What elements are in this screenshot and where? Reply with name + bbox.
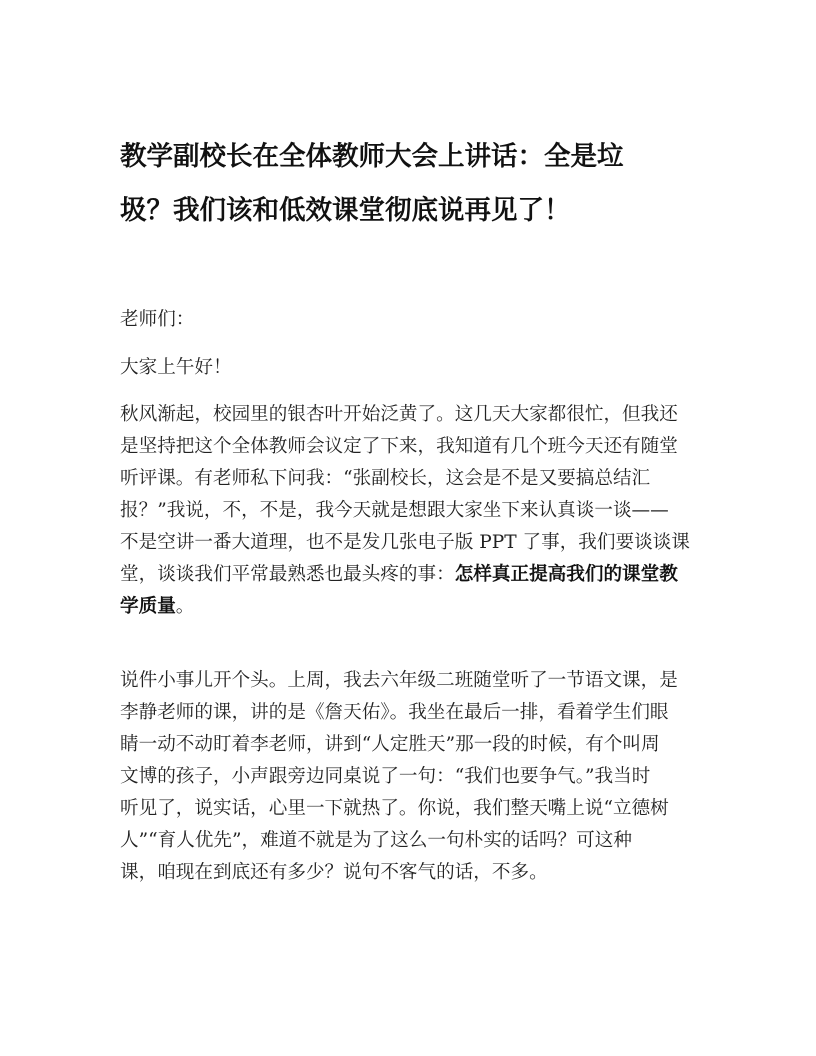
paragraph-line: 听评课。有老师私下问我：“张副校长，这会是不是又要搞总结汇 — [120, 468, 651, 489]
document-title-line-2: 圾？我们该和低效课堂彻底说再见了！ — [120, 195, 571, 226]
salutation: 老师们： — [120, 309, 195, 330]
paragraph-line: 睛一动不动盯着李老师，讲到“人定胜天”那一段的时候，有个叫周 — [120, 734, 660, 755]
paragraph-text: 。 — [175, 596, 195, 617]
paragraph-line: 说件小事儿开个头。上周，我去六年级二班随堂听了一节语文课，是 — [120, 670, 678, 691]
paragraph-line — [120, 560, 678, 586]
emphasis-text: 学质量 — [120, 596, 176, 617]
paragraph-line — [120, 592, 194, 618]
document-title-line-1: 教学副校长在全体教师大会上讲话：全是垃 — [120, 141, 624, 172]
paragraph-text: 堂，谈谈我们平常最熟悉也最头疼的事： — [120, 564, 455, 585]
paragraph-line: 报？”我说，不，不是，我今天就是想跟大家坐下来认真谈一谈—— — [120, 500, 669, 521]
paragraph-line: 秋风渐起，校园里的银杏叶开始泛黄了。这几天大家都很忙，但我还 — [120, 404, 678, 425]
paragraph-line: 课，咱现在到底还有多少？说句不客气的话，不多。 — [120, 862, 548, 883]
paragraph-line: 不是空讲一番大道理，也不是发几张电子版 PPT 了事，我们要谈谈课 — [120, 532, 690, 553]
greeting: 大家上午好！ — [120, 357, 232, 378]
paragraph-line: 文博的孩子，小声跟旁边同桌说了一句：“我们也要争气。”我当时 — [120, 766, 651, 787]
paragraph-line: 李静老师的课，讲的是《詹天佑》。我坐在最后一排，看着学生们眼 — [120, 702, 669, 723]
paragraph-line: 听见了，说实话，心里一下就热了。你说，我们整天嘴上说“立德树 — [120, 798, 669, 819]
paragraph-line: 是坚持把这个全体教师会议定了下来，我知道有几个班今天还有随堂 — [120, 436, 678, 457]
paragraph-line: 人”“育人优先”，难道不就是为了这么一句朴实的话吗？可这种 — [120, 830, 632, 851]
emphasis-text: 怎样真正提高我们的课堂教 — [454, 564, 678, 585]
